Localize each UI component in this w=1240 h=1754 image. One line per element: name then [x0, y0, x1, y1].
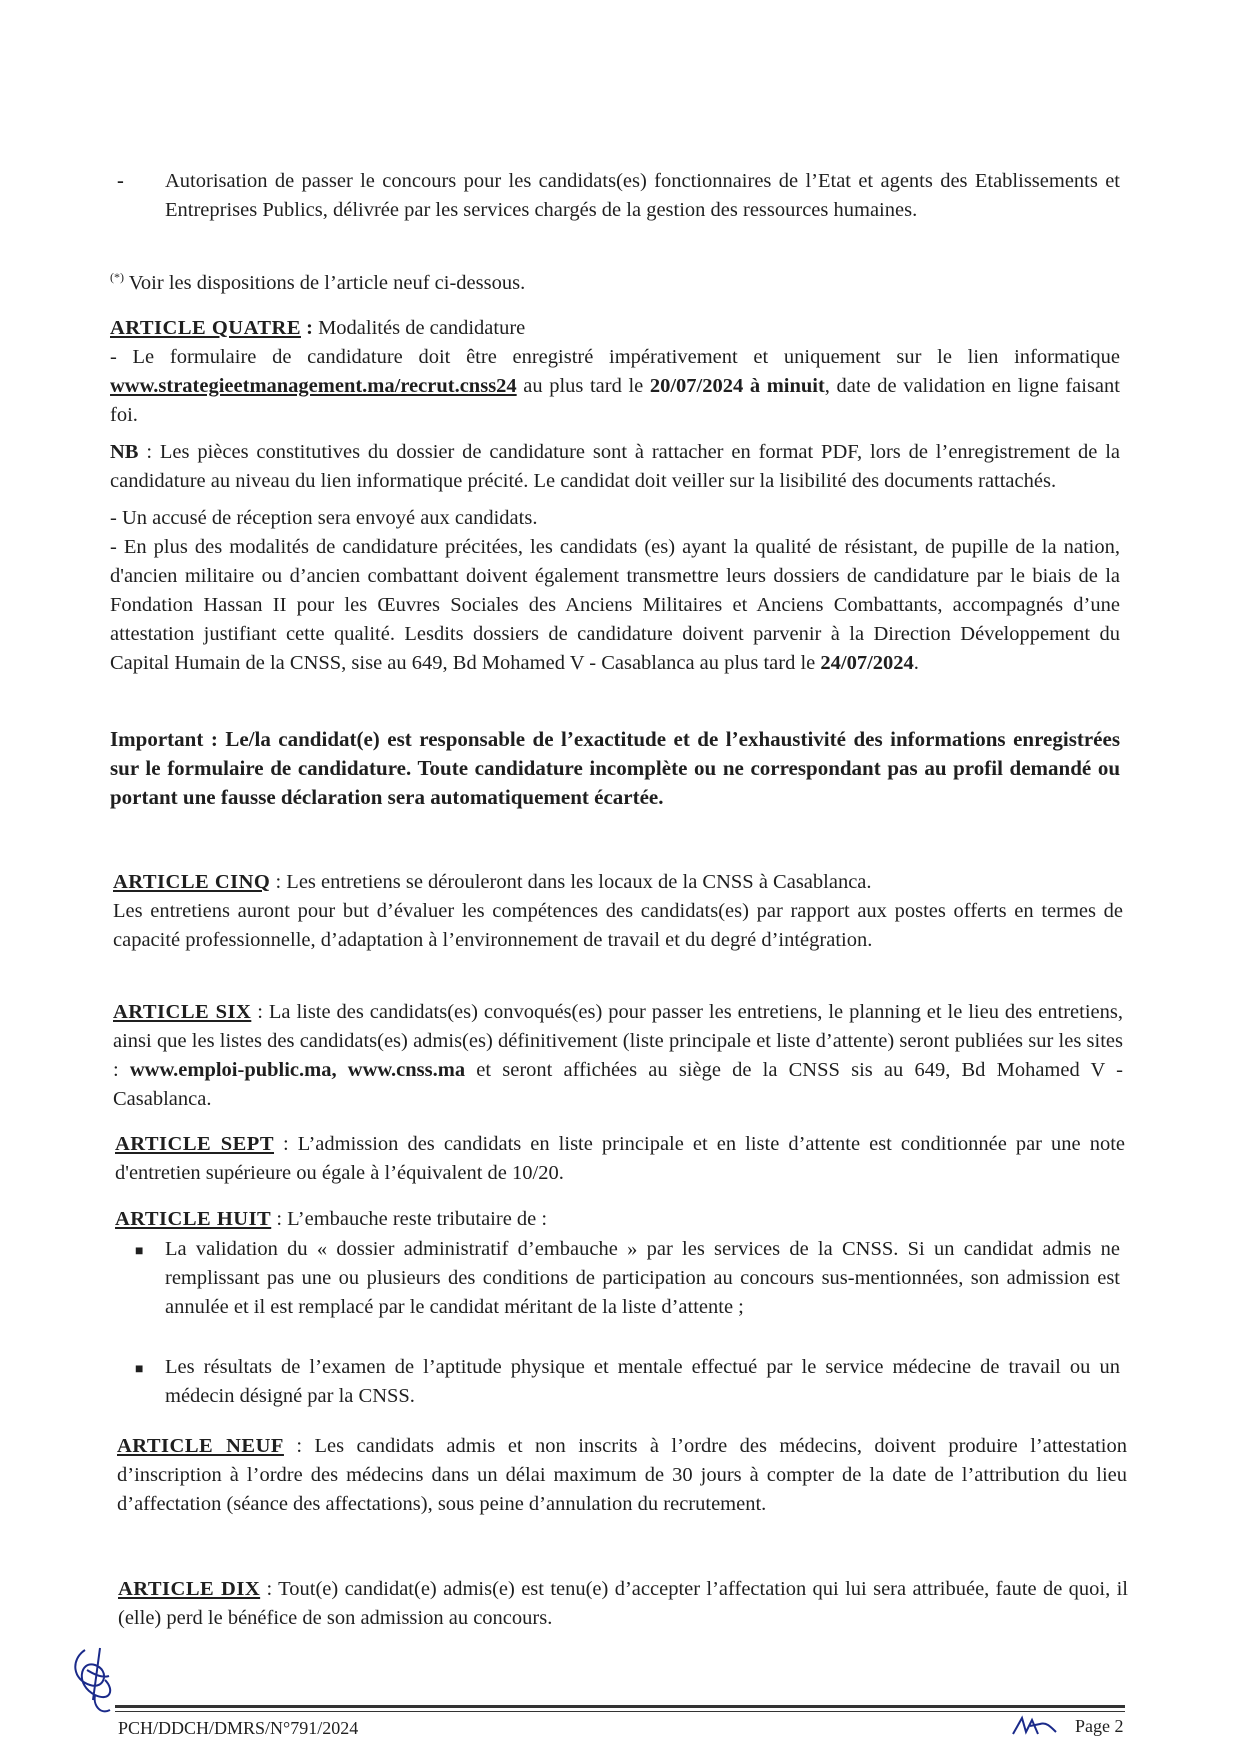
important-text: : Le/la candidat(e) est responsable de l’exactitude et de l’exhaustivité des informations enregistrées sur le formulaire de candidature. Toute candidature incomplète ou ne correspondant pas au profil demandé ou portant une fausse déclaration sera automatiquement écartée.	[110, 727, 1120, 809]
accuse-line: - Un accusé de réception sera envoyé aux candidats.	[110, 507, 538, 529]
article-six-text-b: et seront affichées au siège de la CNSS sis au 649, Bd Mohamed V - Casablanca.	[113, 1059, 1123, 1110]
article-huit-bullet-2	[135, 1353, 1120, 1411]
deadline: 20/07/2024 à minuit	[649, 375, 825, 397]
plus-end: .	[913, 652, 919, 674]
page-initials	[1010, 1712, 1060, 1740]
article-quatre-colon: :	[301, 317, 319, 339]
plus-date: 24/07/2024	[820, 652, 914, 674]
article-neuf-text: : Les candidats admis et non inscrits à l’ordre des médecins, doivent produire l’attestation d’inscription à l’ordre des médecins dans un délai maximum de 30 jours à compter de la date de l’attribution du lieu d’affectation (séance des affectations), sous peine d’annulation du recrutement.	[117, 1435, 1127, 1515]
article-cinq-text1: : Les entretiens se dérouleront dans les locaux de la CNSS à Casablanca.	[270, 871, 872, 893]
article-quatre	[110, 314, 1120, 678]
article-dix	[118, 1575, 1128, 1633]
article-quatre-paragraph	[110, 343, 1120, 430]
footnote-marker: (*)	[110, 270, 124, 284]
article-sept-text: : L’admission des candidats en liste principale et en liste d’attente est conditionnée par une note d'entretien supérieure ou égale à l’équivalent de 10/20.	[115, 1133, 1125, 1184]
top-bullet-text: Autorisation de passer le concours pour les candidats(es) fonctionnaires de l’Etat et agents des Etablissements et Entreprises Publics, délivrée par les services chargés de la gestion des ressources humaines.	[165, 170, 1120, 221]
plus-paragraph	[110, 533, 1120, 678]
footnote	[110, 263, 1120, 298]
bullet-marker: ■	[135, 1362, 144, 1377]
article-dix-heading: ARTICLE DIX	[118, 1578, 261, 1600]
article-huit-text: : L’embauche reste tributaire de :	[271, 1208, 548, 1230]
article-six-sites: www.emploi-public.ma, www.cnss.ma	[129, 1059, 466, 1081]
article-huit	[115, 1205, 1125, 1234]
article-six	[113, 998, 1123, 1114]
article-huit-bullet-1	[135, 1235, 1120, 1322]
article-six-text-a: : La liste des candidats(es) convoqués(es) pour passer les entretiens, le planning et le lieu des entretiens, ainsi que les listes des candidats(es) admis(es) définitivement (liste principale et liste d’attente) seront publiées sur les sites :	[113, 1001, 1123, 1081]
plus-text: - En plus des modalités de candidature précitées, les candidats (es) ayant la qualité de résistant, de pupille de la nation, d'ancien militaire ou d’ancien combattant doivent également transmettre leurs dossiers de candidature par le biais de la Fondation Hassan II pour les Œuvres Sociales des Anciens Militaires et Anciens Combattants, accompagnés d’une attestation justifiant cette qualité. Lesdits dossiers de candidature doivent parvenir à la Direction Développement du Capital Humain de la CNSS, sise au 649, Bd Mohamed V - Casablanca au plus tard le	[110, 536, 1120, 674]
bullet-marker: ■	[135, 1244, 144, 1259]
article-huit-bullet-1-text: La validation du « dossier administratif d’embauche » par les services de la CNSS. Si un candidat admis ne remplissant pas une ou plusieurs des conditions de participation au concours sus-mentionnées, son admission est annulée et il est remplacé par le candidat méritant de la liste d’attente ;	[165, 1238, 1120, 1318]
article-quatre-title-line	[110, 314, 1120, 343]
article-quatre-heading: ARTICLE QUATRE	[110, 317, 301, 339]
article-six-heading: ARTICLE SIX	[113, 1001, 252, 1023]
article-sept-heading: ARTICLE SEPT	[115, 1133, 275, 1155]
important-label: Important	[110, 727, 204, 751]
article-huit-bullet-2-text: Les résultats de l’examen de l’aptitude physique et mentale effectué par le service médecine de travail ou un médecin désigné par la CNSS.	[165, 1356, 1120, 1407]
top-bullet	[117, 167, 1120, 225]
footnote-text: Voir les dispositions de l’article neuf ci-dessous.	[124, 271, 526, 294]
footer-rule-thin	[115, 1711, 1125, 1712]
article-quatre-text-c: , date de validation en ligne faisant foi.	[110, 375, 1120, 426]
article-neuf-heading: ARTICLE NEUF	[117, 1435, 284, 1457]
nb-paragraph	[110, 438, 1120, 496]
article-quatre-text-b: au plus tard le	[516, 375, 650, 397]
article-quatre-text-a: - Le formulaire de candidature doit être enregistré impérativement et uniquement sur le lien informatique	[110, 346, 1120, 368]
application-link[interactable]: www.strategieetmanagement.ma/recrut.cnss24	[110, 375, 517, 397]
footer-reference: PCH/DDCH/DMRS/N°791/2024	[118, 1718, 359, 1738]
article-neuf	[117, 1432, 1127, 1519]
article-cinq-heading: ARTICLE CINQ	[113, 871, 271, 893]
article-dix-text: : Tout(e) candidat(e) admis(e) est tenu(e) d’accepter l’affectation qui lui sera attribuée, faute de quoi, il (elle) perd le bénéfice de son admission au concours.	[118, 1578, 1128, 1629]
footer-rule-thick	[115, 1705, 1125, 1708]
nb-text: : Les pièces constitutives du dossier de candidature sont à rattacher en format PDF, lors de l’enregistrement de la candidature au niveau du lien informatique précité. Le candidat doit veiller sur la lisibilité des documents rattachés.	[110, 441, 1120, 492]
important-notice	[110, 725, 1120, 812]
dash-marker: -	[117, 170, 124, 192]
article-huit-heading: ARTICLE HUIT	[115, 1208, 272, 1230]
page-number: Page 2	[1075, 1716, 1124, 1736]
article-cinq	[113, 868, 1123, 955]
article-quatre-title: Modalités de candidature	[318, 317, 526, 339]
signature-initials	[65, 1640, 125, 1720]
article-sept	[115, 1130, 1125, 1188]
article-cinq-text2: Les entretiens auront pour but d’évaluer les compétences des candidats(es) par rapport aux postes offerts en termes de capacité professionnelle, d’adaptation à l’environnement de travail et du degré d’intégration.	[113, 900, 1123, 951]
nb-label: NB	[110, 441, 139, 463]
